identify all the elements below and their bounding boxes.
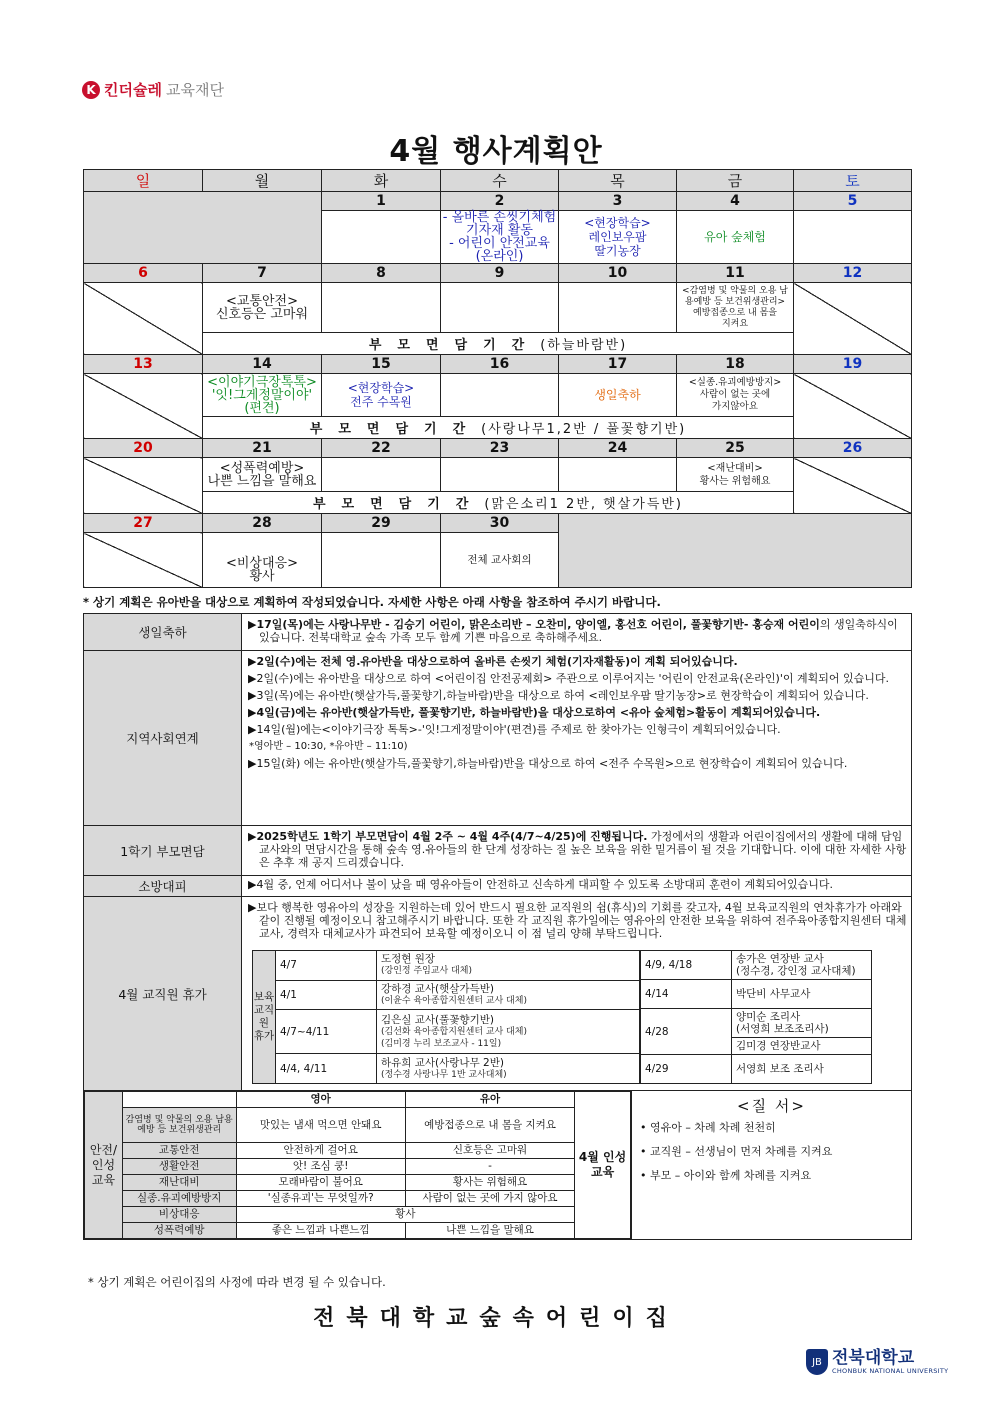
parent-meeting-banner: 부모면담기간(사랑나무1,2반 / 풀꽃향기반) [203,417,794,439]
brand-name: 킨더슐레 [104,81,162,99]
calendar [83,169,912,588]
parent-meeting-banner: 부모면담기간(하늘바람반) [203,333,794,355]
weekday-sat: 토 [794,170,912,192]
week4-events [84,458,912,492]
parent-meeting-row: 1학기 부모면담 ▶2025학년도 1학기 부모면담이 4월 2주 ~ 4월 4주(4/7~4/25)에 진행됩니다. 가정에서의 생활과 어린이집에서의 생활에 대해 담임교사와의 면담시간을 통해 숲속 영.유아들의 한 단계 성장하는 질 높은 보육을 위한 밑거름이 될 것을 기대합니다. 이에 대한 자세한 사항은 추후 재 공지 드리겠습니다. [84,826,912,876]
order-title: <질 서> [737,1097,806,1115]
event-apr18: <실종.유괴예방방지> 사람이 없는 곳에 가지않아요 [677,374,794,417]
sunday-blank [84,374,203,439]
weekday-header [84,170,912,192]
date-4: 4 [677,192,794,211]
weekday-tue: 화 [322,170,441,192]
birthday-label: 생일축하 [84,614,242,651]
footer-school-name: 전북대학교숲속어린이집 [313,1306,679,1331]
event-apr30: 전체 교사회의 [441,533,559,588]
sunday-blank [84,458,203,514]
community-label: 지역사회연계 [84,651,242,826]
event-apr17: 생일축하 [559,374,677,417]
week4-dates: 20 21 22 23 24 25 26 [84,439,912,458]
birthday-row: 생일축하 ▶17일(목)에는 사랑나무반 - 김승기 어린이, 맑은소리반 – 오찬미, 양이엘, 홍선호 어린이, 풀꽃향기반- 홍승재 어린이의 생일축하식이 있습니다. 전북대학교 숲속 가족 모두 함께 기쁜 마음으로 축하해주세요. [84,614,912,651]
parent-meeting-label: 1학기 부모면담 [84,826,242,876]
safety-table: 안전/인성교육 영아 유아 4월 인성 교육 감염병 및 약물의 오용 남용예방 등 보건위생관리 맛있는 냄새 먹으면 안돼요 예방접종으로 내 몸을 지켜요 교통안전 안전하게 걸어요 신호등은 고마워 생활안전 앗! 조심 쿵! - 재난대비 모래바람이 불어요 황사는 위험해요 실종.유괴예방방지 '실종유괴'는 무엇일까? 사람이 없는 곳에 가지 않아요 비상대응 황사 성폭력예방 좋은 느낌과 나쁜느낌 나쁜 느낌을 말해요 [84,1091,631,1239]
brand-logo [82,79,224,100]
brand-suffix: 교육재단 [165,81,224,99]
event-apr25: <재난대비> 황사는 위험해요 [677,458,794,492]
vacation-label: 4월 교직원 휴가 [84,897,242,1091]
event-apr15: <현장학습> 전주 수목원 [322,374,441,417]
community-row: 지역사회연계 ▶2일(수)에는 전체 영.유아반을 대상으로하여 올바른 손씻기 체험(기자재활동)이 계획 되어있습니다. ▶2일(수)에는 유아반을 대상으로 하여 <어린이집 안전공제회> 주관으로 이루어지는 '어린이 안전교육(온라인)'이 계획되어 있습니다. ▶3일(목)에는 유아반(햇살가득,풀꽃향기,하늘바람)반을 대상으로 하여 <레인보우팜 딸기농장>로 현장학습이 계획되어 있습니다. ▶4일(금)에는 유아반(햇살가득반, 풀꽃향기반, 하늘바람반)을 대상으로하여 <유아 숲체험>활동이 계획되어있습니다. ▶14일(월)에는<이야기극장 톡톡>-'잇!그게정말이야'(편견)를 주제로 한 찾아가는 인형극이 계획되어있습니다. *영아반 – 10:30, *유아반 – 11:10) ▶15일(화) 에는 유아반(햇살가득,풀꽃향기,하늘바람)반을 대상으로 하여 <전주 수목원>으로 현장학습이 계획되어 있습니다. [84,651,912,826]
week5-dates: 27 28 29 30 [84,514,912,533]
fire-row: 소방대피 ▶4월 중, 언제 어디서나 불이 났을 때 영유아들이 안전하고 신속하게 대피할 수 있도록 소방대피 훈련이 계획되어있습니다. [84,876,912,897]
order-box: <질 서> • 영유아 – 차례 차례 천천히 • 교직원 – 선생님이 먼저 차례를 지켜요 • 부모 – 아이와 함께 차례를 지켜요 [632,1091,912,1240]
week1-dates [84,192,912,211]
brand-mark-icon: K [82,81,100,99]
weekday-mon: 월 [203,170,322,192]
event-apr14: <이야기극장톡톡> '잇!그게정말이야' (편견) [203,374,322,417]
note-top: * 상기 계획은 유아반을 대상으로 계획하여 작성되었습니다. 자세한 사항은 아래 사항을 참조하여 주시기 바랍니다. [83,595,661,609]
vacation-side-label: 보육교직원 휴가 [253,951,276,1084]
vacation-table-left: 보육교직원 휴가 4/7 도정현 원장 (강인정 주임교사 대체) 4/1 강하경 교사(햇살가득반) (이윤수 육아종합지원센터 교사 대체) 4/7~4/11 김은실 교사(풀꽃향기반) (김선화 육아종합지원센터 교사 대체) (김미경 누리 보조교사 - 11일) 4/4, 4/11 하유희 교사(사랑나무 2반) (정수경 사랑나무 1반 교사대체) [252,950,640,1084]
week2-events [84,283,912,333]
sunday-blank [84,533,203,588]
event-apr3: <현장학습> 레인보우팜 딸기농장 [559,211,677,264]
university-logo: JB 전북대학교 CHONBUK NATIONAL UNIVERSITY [806,1349,948,1375]
week3-dates: 13 14 15 16 17 18 19 [84,355,912,374]
fire-label: 소방대피 [84,876,242,897]
event-apr2: - 올바른 손씻기체험 기자재 활동 - 어린이 안전교육 (온라인) [441,211,559,264]
page-title: 4월 행사계획안 [389,134,603,169]
vacation-table-right: 4/9, 4/18 송가은 연장반 교사 (정수경, 강인정 교사대체) 4/14 박단비 사무교사 4/28 양미순 조리사 (서영희 보조조리사) 김미경 연장반교사 4/29 서영희 보조 조리사 [640,950,872,1084]
weekday-thu: 목 [559,170,677,192]
event-apr21: <성폭력예방> 나쁜 느낌을 말해요 [203,458,322,492]
date-5: 5 [794,192,912,211]
date-3: 3 [559,192,677,211]
event-apr28: <비상대응> 황사 [203,533,322,588]
info-table [83,613,912,1240]
weekday-sun: 일 [84,170,203,192]
weekday-fri: 금 [677,170,794,192]
weekday-wed: 수 [441,170,559,192]
safety-side-label: 안전/인성교육 [85,1092,123,1239]
note-bottom: * 상기 계획은 어린이집의 사정에 따라 변경 될 수 있습니다. [88,1275,386,1289]
saturday-blank [794,374,912,439]
parent-meeting-banner: 부모면담기간(맑은소리1 2반, 햇살가득반) [203,492,794,514]
event-apr4: 유아 숲체험 [677,211,794,264]
date-1: 1 [322,192,441,211]
date-2: 2 [441,192,559,211]
safety-row [84,1091,912,1240]
sunday-blank [84,283,203,355]
character-label: 4월 인성 교육 [575,1092,631,1239]
university-emblem-icon: JB [806,1349,828,1375]
week3-events [84,374,912,417]
empty-cell [84,192,322,264]
vacation-row: 4월 교직원 휴가 ▶보다 행복한 영유아의 성장을 지원하는데 있어 반드시 필요한 교직원의 쉼(휴식)의 기회를 갖고자, 4월 보육교직원의 연차휴가가 아래와 같이 진행될 예정이오니 참고해주시기 바랍니다. 또한 각 교직원 휴가일에는 영유아의 안전한 보육을 위하여 전주육아종합지원센터 대체교사, 경력자 대체교사가 파견되어 보육할 예정이오니 이 점 널리 양해 부탁드립니다. 보육교직원 휴가 4/7 도정현 원장 (강인정 주임교사 대체) 4/1 강하경 교사(햇살가득반) (이윤수 육아종합지원센터 교사 대체) 4/7~4/11 김은실 교사(풀꽃향기반) (김선화 육아종합지원센터 교사 대체) (김미경 누리 보조교사 - 11일) 4/4, 4/11 하유희 교사(사랑나무 2반) (정수경 사랑나무 1반 교사대체) 4/9, 4/18 송가은 연장반 교사 (정수경, 강인정 교사대체) 4/14 박단비 사무교사 4/28 양미순 조리사 (서영희 보조조리사) 김미경 연장반교사 4/29 서영희 보조 조리사 [84,897,912,1091]
empty-cell [559,514,912,588]
event-apr7: <교통안전> 신호등은 고마워 [203,283,322,333]
event-apr11: <감염병 및 약물의 오용 남 용예방 등 보건위생관리> 예방접종으로 내 몸을 지켜요 [677,283,794,333]
saturday-blank [794,458,912,514]
saturday-blank [794,283,912,355]
week2-dates: 6 7 8 9 10 11 12 [84,264,912,283]
